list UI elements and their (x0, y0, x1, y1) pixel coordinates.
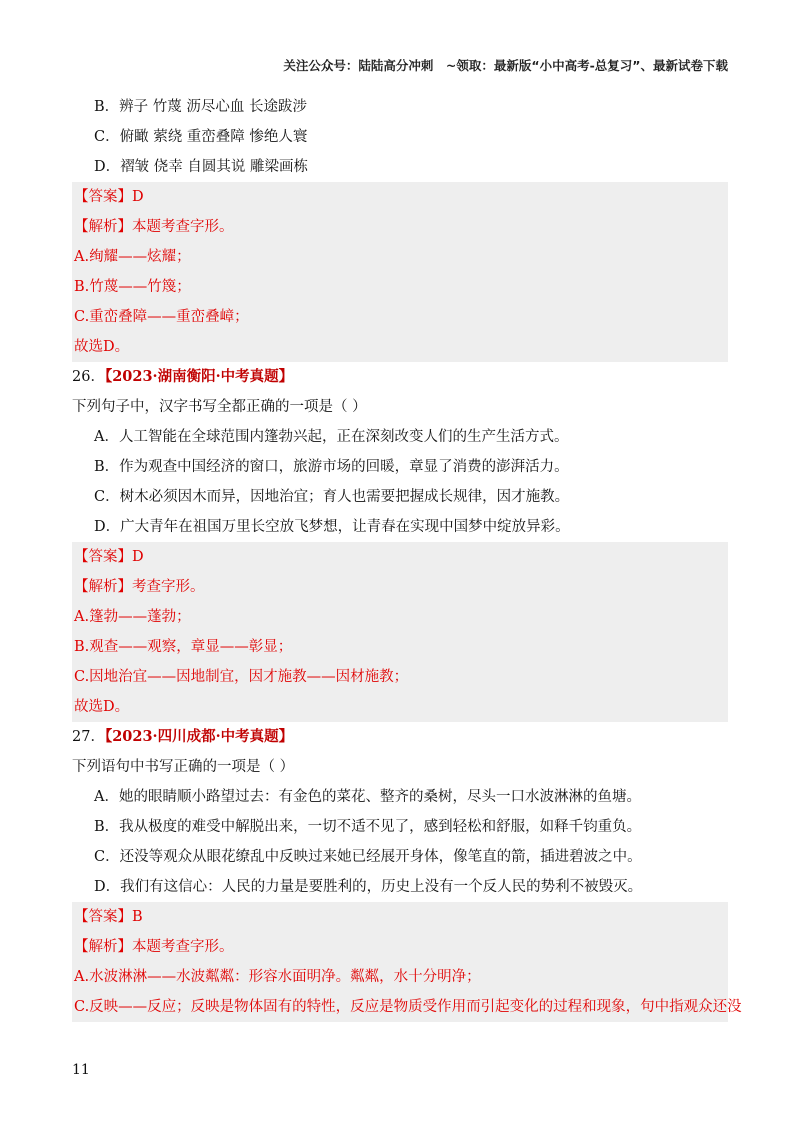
question-27 (72, 722, 742, 1022)
page-header: 关注公众号：陆陆高分冲刺 ~领取：最新版“小中高考-总复习”、最新试卷下载 (283, 58, 728, 73)
question-source: 【2023·湖南衡阳·中考真题】 (104, 368, 294, 385)
question-title (72, 362, 728, 392)
option-a: A．人工智能在全球范围内篷勃兴起，正在深刻改变人们的生产生活方式。 (94, 429, 569, 445)
analysis-line: C.因地治宜——因地制宜，因才施教——因材施教； (74, 669, 409, 685)
answer: 【答案】D (74, 549, 144, 565)
analysis-line: 故选D。 (74, 339, 130, 355)
page-number: 11 (72, 1062, 90, 1078)
analysis-line: 【解析】本题考查字形。 (74, 939, 234, 955)
option-d: D．广大青年在祖国万里长空放飞梦想，让青春在实现中国梦中绽放异彩。 (94, 519, 570, 535)
answer-block (72, 542, 728, 722)
answer: 【答案】B (74, 909, 143, 925)
question-source: 【2023·四川成都·中考真题】 (104, 728, 294, 745)
analysis-line: 故选D。 (74, 699, 130, 715)
question-number: 26． (72, 369, 105, 385)
question-title (72, 722, 728, 752)
analysis-line: A.篷勃——蓬勃； (74, 609, 191, 625)
question-stem: 下列语句中书写正确的一项是（ ） (72, 759, 295, 775)
answer: 【答案】D (74, 189, 144, 205)
question-stem: 下列句子中，汉字书写全都正确的一项是（ ） (72, 399, 367, 415)
analysis-line: C.重峦叠障——重峦叠嶂； (74, 309, 249, 325)
analysis-line: B.观查——观察，章显——彰显； (74, 639, 293, 655)
analysis-line: 【解析】本题考查字形。 (74, 219, 234, 235)
analysis-line: A.绚耀——炫耀； (74, 249, 191, 265)
analysis-line: C.反映——反应；反映是物体固有的特性，反应是物质受作用而引起变化的过程和现象，句中指观众还没 (74, 999, 742, 1015)
analysis-line: B.竹蔑——竹篾； (74, 279, 191, 295)
question-number: 27． (72, 729, 105, 745)
option-b: B．辨子 竹蔑 沥尽心血 长途跋涉 (94, 99, 307, 115)
question-25 (72, 92, 728, 362)
option-b: B．我从极度的难受中解脱出来，一切不适不见了，感到轻松和舒服，如释千钧重负。 (94, 819, 642, 835)
answer-block (72, 902, 742, 1022)
analysis-line: A.水波淋淋——水波粼粼：形容水面明净。粼粼，水十分明净； (74, 969, 481, 985)
page-content (72, 92, 742, 1022)
answer-block (72, 182, 728, 362)
option-d: D．褶皱 侥幸 自圆其说 雕梁画栋 (94, 159, 308, 175)
option-a: A．她的眼睛顺小路望过去：有金色的菜花、整齐的桑树，尽头一口水波淋淋的鱼塘。 (94, 789, 641, 805)
option-c: C．树木必须因木而异，因地治宜；育人也需要把握成长规律，因才施教。 (94, 489, 570, 505)
question-26 (72, 362, 728, 722)
option-c: C．还没等观众从眼花缭乱中反映过来她已经展开身体，像笔直的箭，插进碧波之中。 (94, 849, 642, 865)
analysis-line: 【解析】考查字形。 (74, 579, 205, 595)
option-d: D．我们有这信心：人民的力量是要胜利的，历史上没有一个反人民的势利不被毁灭。 (94, 879, 643, 895)
option-c: C．俯瞰 萦绕 重峦叠障 惨绝人寰 (94, 129, 308, 145)
option-b: B．作为观查中国经济的窗口，旅游市场的回暖，章显了消费的澎湃活力。 (94, 459, 569, 475)
